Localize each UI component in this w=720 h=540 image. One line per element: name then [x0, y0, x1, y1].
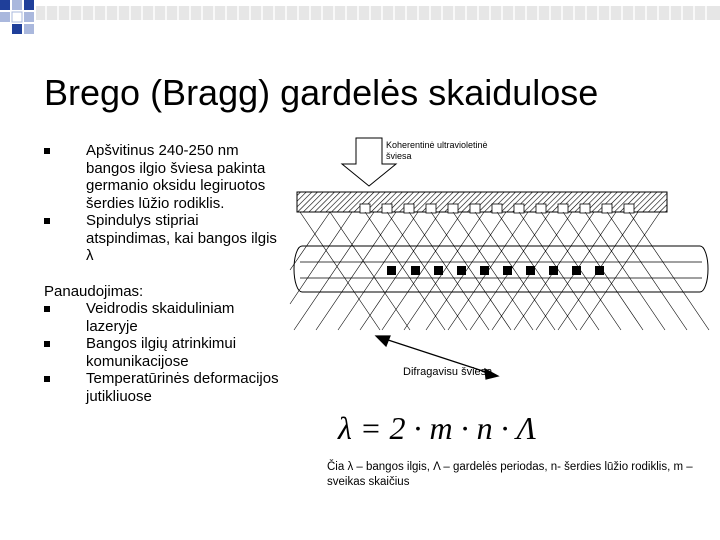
slide-title: Brego (Bragg) gardelės skaidulose — [44, 72, 599, 113]
phase-mask — [297, 192, 667, 213]
interference-rays — [290, 212, 709, 330]
usage-title: Panaudojimas: — [44, 282, 144, 300]
formula-caption: Čia λ – bangos ilgis, Λ – gardelės periodas, n- šerdies lūžio rodiklis, m – sveikas skaičius — [327, 461, 693, 488]
bullet-text: Apšvitinus 240-250 nm bangos ilgio šviesa pakinta germanio oksidu legiruotos šerdies lūžio rodiklis. — [86, 142, 266, 212]
usage-text: Temperatūrinės deformacijos jutikliuose — [86, 370, 279, 405]
usage-text: Bangos ilgių atrinkimui komunikacijose — [86, 335, 237, 370]
coherent-light-label: Koherentinė ultravioletinė šviesa — [386, 140, 488, 161]
diffracted-light-label: Difragavisu šviesa — [403, 366, 493, 378]
bullet-text: Spindulys stipriai atspindimas, kai bangos ilgis λ — [86, 212, 277, 264]
bragg-formula: λ = 2 · m · n · Λ — [338, 410, 536, 446]
usage-text: Veidrodis skaiduliniam lazeryje — [86, 300, 235, 335]
